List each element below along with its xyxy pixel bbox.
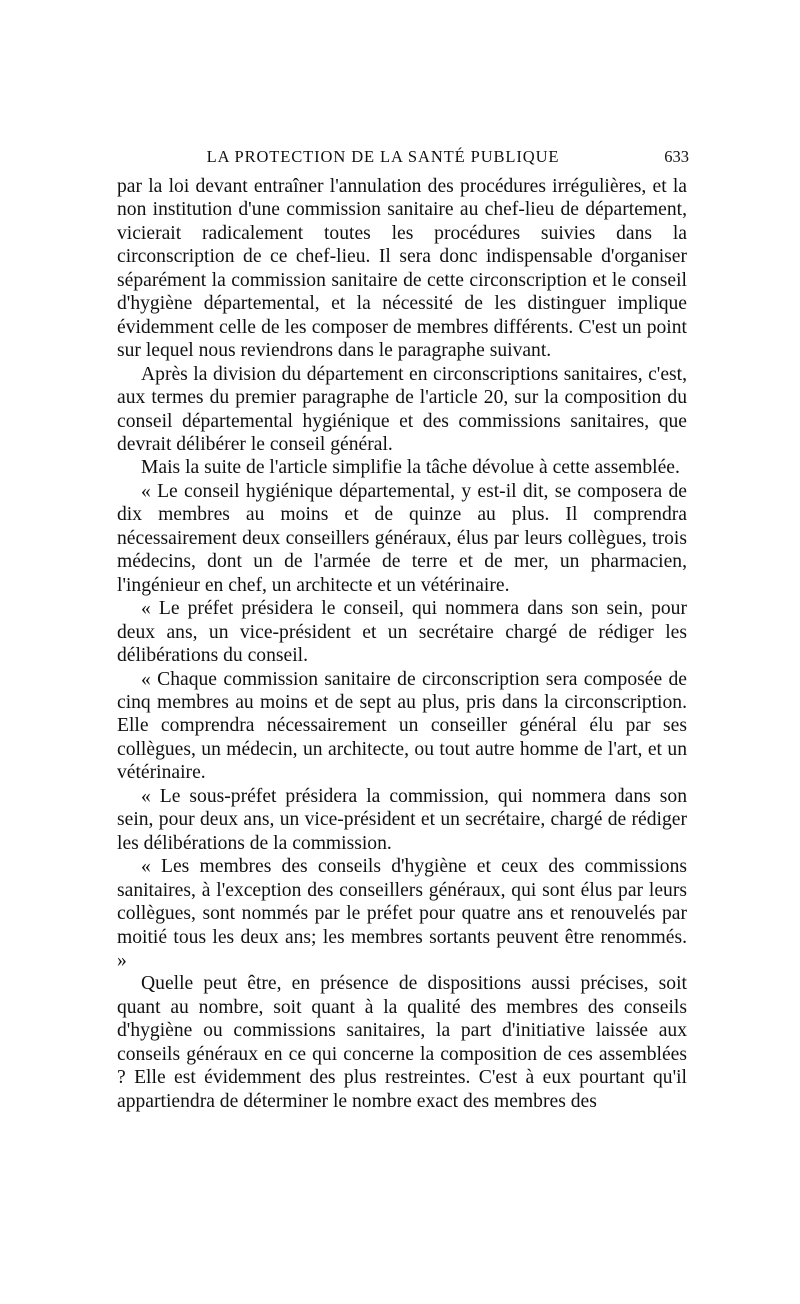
quote-commission-sanitaire: « Chaque commission sanitaire de circonscription sera composée de cinq membres au moins et de sept au plus, pris dans la circonscription. Elle comprendra nécessairement un conseiller général élu par ses collègues, un médecin, un architecte, ou tout autre homme de l'art, et un vétérinaire.: [117, 668, 687, 784]
paragraph-initiative: Quelle peut être, en présence de dispositions aussi précises, soit quant au nombre, soit quant à la qualité des membres des conseils d'hygiène ou commissions sanitaires, la part d'initiative laissée aux conseils généraux en ce qui concerne la composition de ces assemblées ? Elle est évidemment des plus restreintes. C'est à eux pourtant qu'il appartiendra de déterminer le nombre exact des membres des: [117, 973, 687, 1112]
paragraph-division-departement: Après la division du département en circonscriptions sanitaires, c'est, aux termes du premier paragraphe de l'article 20, sur la composition du conseil départemental hygiénique et des commissions sanitaires, que devrait délibérer le conseil général.: [117, 363, 687, 455]
body-text: [117, 175, 687, 1113]
page-number: 633: [664, 147, 689, 166]
running-head: [117, 144, 689, 170]
running-title: LA PROTECTION DE LA SANTÉ PUBLIQUE: [206, 147, 560, 166]
paragraph-suite-article: Mais la suite de l'article simplifie la tâche dévolue à cette assemblée.: [141, 457, 680, 479]
paragraph-continuation: par la loi devant entraîner l'annulation des procédures irrégulières, et la non institution d'une commission sanitaire au chef-lieu de département, vicierait radicalement toutes les procédures suivies dans la circonscription de ce chef-lieu. Il sera donc indispensable d'organiser séparément la commission sanitaire de cette circonscription et le conseil d'hygiène départemental, et la nécessité de les distinguer implique évidemment celle de les composer de membres différents. C'est un point sur lequel nous reviendrons dans le paragraphe suivant.: [117, 176, 687, 362]
quote-membres-conseils: « Les membres des conseils d'hygiène et ceux des commissions sanitaires, à l'exception des conseillers généraux, qui sont élus par leurs collègues, sont nommés par le préfet pour quatre ans et renouvelés par moitié tous les deux ans; les membres sortants peuvent être renommés. »: [117, 856, 687, 971]
quote-sous-prefet: « Le sous-préfet présidera la commission, qui nommera dans son sein, pour deux ans, un vice-président et un secrétaire, chargé de rédiger les délibérations de la commission.: [117, 785, 687, 854]
quote-conseil-hygienique: « Le conseil hygiénique départemental, y est-il dit, se composera de dix membres au moins et de quinze au plus. Il comprendra nécessairement deux conseillers généraux, élus par leurs collègues, trois médecins, dont un de l'armée de terre et de mer, un pharmacien, l'ingénieur en chef, un architecte et un vétérinaire.: [117, 480, 687, 596]
quote-prefet-presidera: « Le préfet présidera le conseil, qui nommera dans son sein, pour deux ans, un vice-président et un secrétaire chargé de rédiger les délibérations du conseil.: [117, 598, 687, 667]
